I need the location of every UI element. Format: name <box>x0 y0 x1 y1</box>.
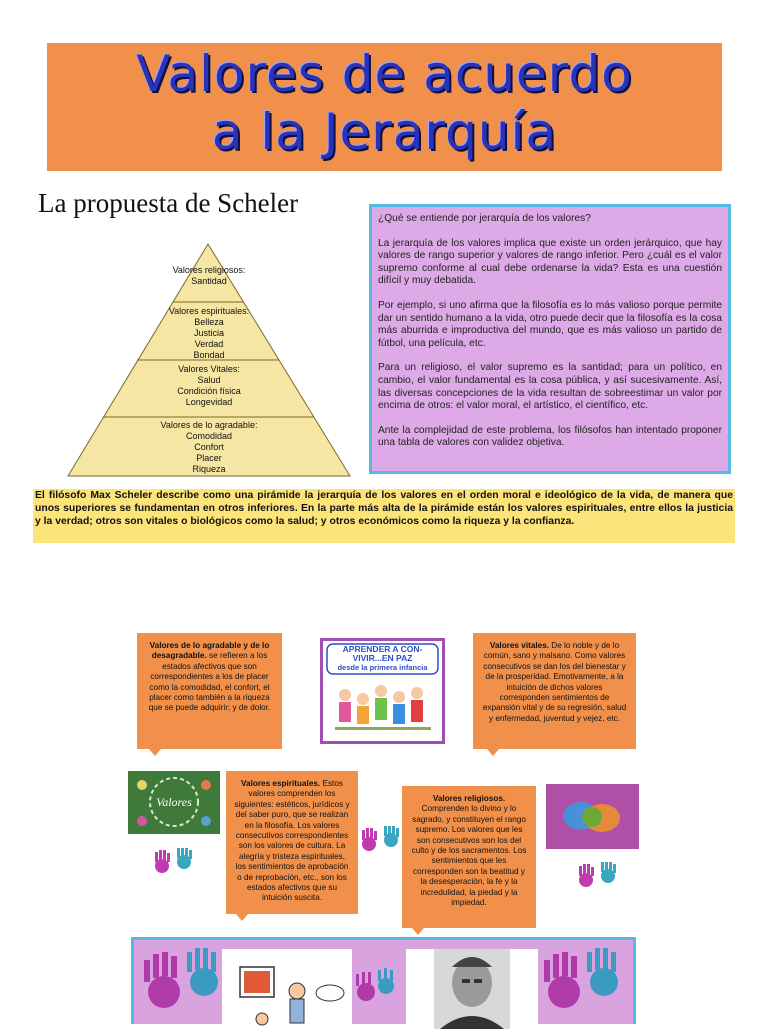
pyramid-level-vitales <box>109 364 309 408</box>
scheler-portrait <box>406 949 538 1029</box>
scheler-summary-paragraph: El filósofo Max Scheler describe como una pirámide la jerarquía de los valores en el orden moral e ideológico de la vida, de manera que unos superiores se fundamentan en otros inferiores. En la parte más alta de la pirámide están los valores espirituales, entre ellos la justicia y la verdad; otros son vitales o biológicos como la salud; y otros económicos como la riqueza y la confianza. <box>33 489 735 543</box>
portrait-figure <box>406 949 538 1029</box>
pyramid-level-espirituales <box>109 306 309 361</box>
title-banner <box>47 43 722 171</box>
jerarquia-question-box <box>369 204 731 474</box>
pyramid-level-heading: Valores Vitales: <box>178 364 240 374</box>
pyramid-level-agradable <box>109 420 309 475</box>
handprints-icon <box>574 862 622 895</box>
question-paragraph: Para un religioso, el valor supremo es la santidad; para un político, en cambio, el valor fundamental es la cosa pública, y así sucesivamente. Así, las diversas concepciones de la vida resultan de sobreestimar un valor por encima de otros: el valor moral, el artístico, el científico, etc. <box>378 362 722 412</box>
pyramid-level-items: Belleza Justicia Verdad Bondad <box>193 317 225 360</box>
question-heading: ¿Qué se entiende por jerarquía de los valores? <box>378 213 591 224</box>
hands-photo <box>546 784 639 849</box>
box-text: Comprenden lo divino y lo sagrado, y constituyen el rango supremo. Los valores que les son consecutivos son los del culto y de los sacramentos. Los sentimientos que les corresponden son la beatitud y la desesperación, la fe y la incredulidad, la piedad y la impiedad. <box>411 804 527 908</box>
question-paragraph: Ante la complejidad de este problema, los filósofos han intentado proponer una tabla de valores con validez objetiva. <box>378 424 722 449</box>
pyramid-level-heading: Valores de lo agradable: <box>160 420 258 430</box>
banner-title-line-1: Valores de acuerdo <box>136 45 633 103</box>
cartoon-image <box>222 949 352 1029</box>
callout-tail <box>412 928 424 935</box>
box-valores-agradable <box>137 633 282 749</box>
pyramid-level-items: Comodidad Confort Placer Riqueza <box>185 431 233 474</box>
poster-line-1: APRENDER A CON- <box>342 644 423 654</box>
scheler-heading: La propuesta de Scheler <box>38 188 299 218</box>
box-valores-espirituales <box>226 771 358 914</box>
pyramid-level-items: Salud Condición física Longevidad <box>177 375 241 407</box>
valores-image-label: Valores <box>156 795 192 809</box>
poster-image <box>320 638 445 744</box>
box-valores-religiosos <box>402 786 536 928</box>
pyramid-level-religiosos <box>109 265 309 287</box>
pyramid-level-heading: Valores espirituales: <box>168 306 250 316</box>
box-valores-vitales <box>473 633 636 749</box>
valores-image <box>128 771 220 834</box>
box-text: se refieren a los estados afectivos que son correspondientes a los de placer como la comodidad, el confort, el placer como también a la riqueza que se puede adquirir; y de dolor. <box>148 651 271 713</box>
cartoon-illustration <box>222 949 352 1029</box>
bottom-image-band <box>131 937 636 1024</box>
callout-tail <box>149 749 161 756</box>
callout-tail <box>487 749 499 756</box>
handprints-icon <box>150 848 198 881</box>
box-title: Valores vitales. <box>489 641 550 650</box>
pyramid-level-items: Santidad <box>191 276 227 286</box>
box-text: Estos valores comprenden los siguientes: estéticos, jurídicos y del saber puro, que se realizan en la filosofía. Los valores consecutivos correspondientes son los valores de cultura. La alegría y tristeza espirituales, los sentimientos de aprobación o de reprobación, etc., son los estados afectivos que su intuición suscita. <box>234 779 350 903</box>
box-title: Valores de lo agradable y de lo desagradable. <box>149 641 270 661</box>
handprints-icon <box>357 826 405 859</box>
values-pyramid <box>60 240 360 480</box>
pyramid-level-heading: Valores religiosos: <box>172 265 246 275</box>
box-text: De lo noble y de lo común, sano y malsano. Como valores consecutivos se dan los del bienestar y de la prosperidad. Emotivamente, a la intuición de dichos valores corresponden sentimientos de expansión vital y de su regresión, salud y enfermedad, juventud y vejez, etc. <box>482 641 627 723</box>
poster-line-2: VIVIR...EN PAZ <box>352 653 413 663</box>
box-title: Valores religiosos. <box>432 794 506 803</box>
callout-tail <box>236 914 248 921</box>
bottom-handprints-icon <box>134 940 633 1024</box>
question-paragraph: Por ejemplo, si uno afirma que la filosofía es lo más valioso porque permite dar un sentido humano a la vida, otro puede decir que la filosofía es la cosa más aburrida e improductiva del mundo, que es más valioso un partido de fútbol, una película, etc. <box>378 299 722 349</box>
poster-line-3: desde la primera infancia <box>337 663 428 672</box>
box-title: Valores espirituales. <box>241 779 321 788</box>
question-paragraph: La jerarquía de los valores implica que existe un orden jerárquico, que hay valores de rango superior y valores de rango inferior. Pero ¿cuál es el valor supremo conforme al cual debe ordenarse la vida? Esta es una cuestión difícil y muy debatida. <box>378 237 722 287</box>
banner-title-line-2: a la Jerarquía <box>211 103 558 161</box>
joined-hands-figure <box>546 784 639 849</box>
